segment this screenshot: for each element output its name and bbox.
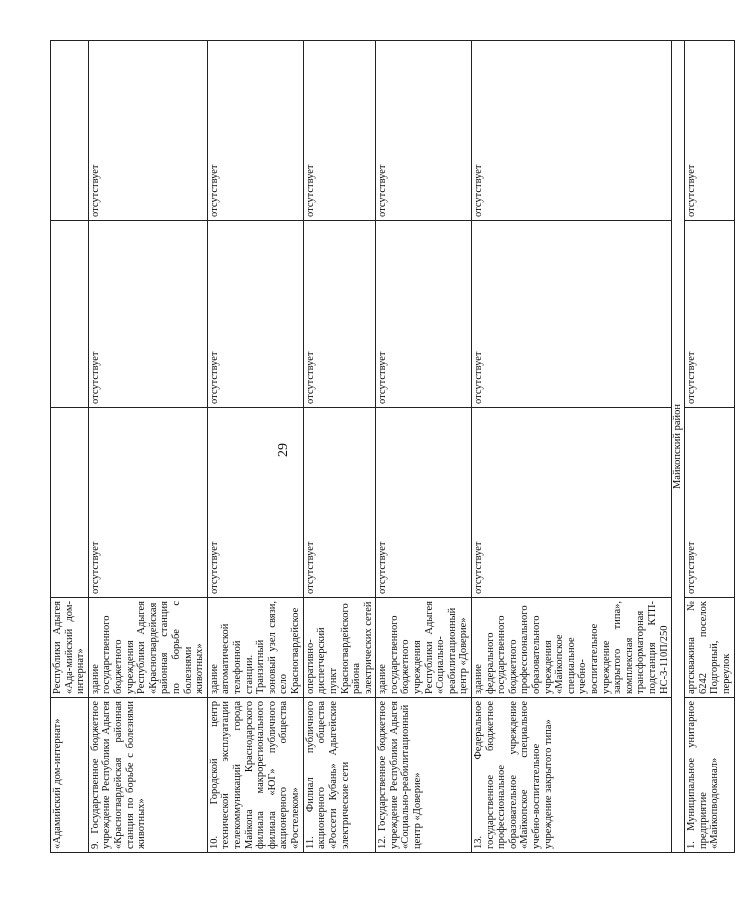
organization-cell: «Адамийский дом-интернат» — [51, 698, 89, 853]
value-cell: отсутствует — [472, 408, 672, 598]
value-cell: отсутствует — [88, 41, 207, 221]
value-cell: отсутствует — [376, 408, 472, 598]
value-cell: отсутствует — [88, 408, 207, 598]
section-title: Майкопский район — [672, 41, 685, 853]
rotated-table-container — [50, 41, 732, 853]
organization-cell: 13. Федеральное государственное бюджетное профессиональное образовательное учреждение «Майкопское специальное учебно-воспитательное учреждение закрытого типа» — [472, 698, 672, 853]
object-cell: здание государственного бюджетного учреждения Республики Адыгея «Красногвардейская районная станция по борьбе с болезнями животных» — [88, 598, 207, 698]
value-cell: отсутствует — [303, 41, 376, 221]
value-cell: отсутствует — [88, 221, 207, 408]
table-row — [303, 41, 376, 853]
objects-table — [50, 40, 735, 853]
object-cell: здание государственного бюджетного учреждения Республики Адыгея «Социально-реабилитационный центр «Доверие» — [376, 598, 472, 698]
value-cell: отсутствует — [376, 221, 472, 408]
table-row — [376, 41, 472, 853]
value-cell: отсутствует — [207, 41, 303, 221]
value-cell: отсутствует — [303, 408, 376, 598]
organization-cell: 11. Филиал публичного акционерного общества «Россети Кубань» Адыгейские электрические сети — [303, 698, 376, 853]
value-cell: отсутствует — [472, 221, 672, 408]
organization-cell: 12. Государственное бюджетное учреждение Республики Адыгея «Социально-реабилитационный центр «Доверие» — [376, 698, 472, 853]
value-cell: отсутствует — [207, 408, 303, 598]
value-cell: отсутствует — [685, 221, 734, 408]
value-cell: отсутствует — [376, 41, 472, 221]
table-row — [51, 41, 89, 853]
table-row — [88, 41, 207, 853]
section-row — [672, 41, 685, 853]
value-cell — [51, 41, 89, 221]
organization-cell: 1. Муниципальное унитарное предприятие «Майкопводоканал» — [685, 698, 734, 853]
value-cell — [51, 221, 89, 408]
object-cell: Республики Адыгея «Ада-мийский дом-интернат» — [51, 598, 89, 698]
page-number: 29 — [276, 443, 291, 457]
value-cell: отсутствует — [207, 221, 303, 408]
object-cell: здание федерального государственного бюджетного профессионального образовательного учреждения «Майкопское специальное учебно-воспитательное учреждение закрытого типа», комплексная трансформаторная подстанция КТП-НС-3-110П/250 — [472, 598, 672, 698]
value-cell: отсутствует — [472, 41, 672, 221]
value-cell: отсутствует — [303, 221, 376, 408]
table-row — [207, 41, 303, 853]
object-cell: артскважина № 6242 поселок Подгорный, переулок — [685, 598, 734, 698]
object-cell: оперативно-диспетчерский пункт Красногвардейского района электрических сетей — [303, 598, 376, 698]
value-cell: отсутствует — [685, 408, 734, 598]
table-row — [685, 41, 734, 853]
value-cell: отсутствует — [685, 41, 734, 221]
organization-cell: 9. Государственное бюджетное учреждение Республики Адыгея «Красногвардейская районная станция по борьбе с болезнями животных» — [88, 698, 207, 853]
organization-cell: 10. Городской центр технической эксплуатации телекоммуникаций города Майкопа Краснодарского филиала макрорегионального филиала «ЮГ» публичного акционерного общества «Ростелеком» — [207, 698, 303, 853]
value-cell — [51, 408, 89, 598]
object-cell: здание автоматической телефонной станции. Транзитный зоновый узел связи, село Красногвардейское — [207, 598, 303, 698]
table-row — [472, 41, 672, 853]
